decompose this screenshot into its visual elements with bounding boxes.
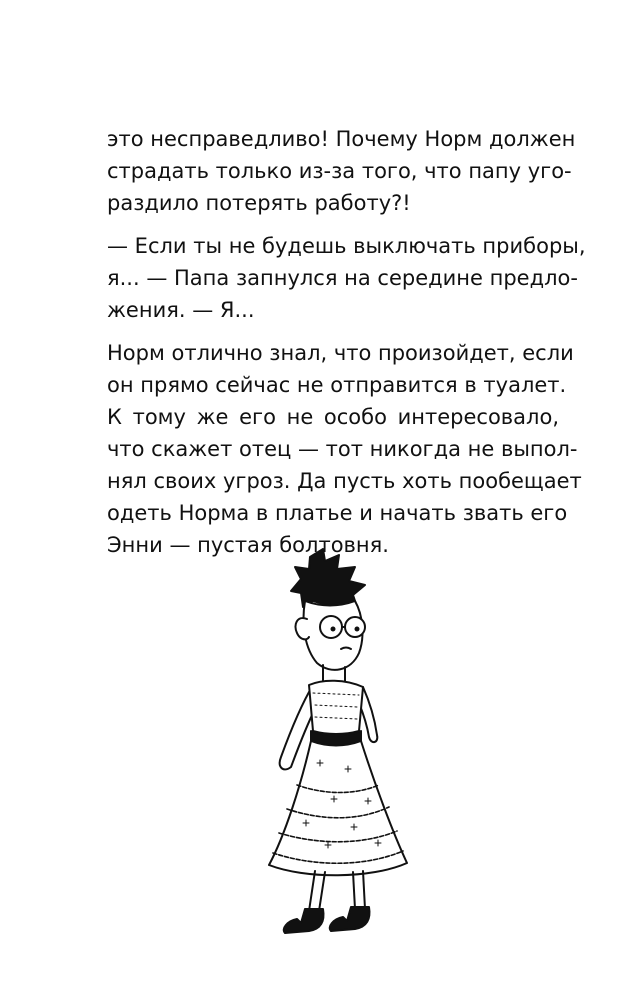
text-line: страдать только из-за того, что папу уго- — [107, 159, 572, 183]
text-line: я... — Папа запнулся на середине предло- — [107, 266, 578, 290]
text-line: это несправедливо! Почему Норм должен — [107, 127, 576, 151]
boy-in-dress-illustration — [205, 545, 425, 940]
text-line: одеть Норма в платье и начать звать его — [107, 501, 568, 525]
text-line: Норм отлично знал, что произойдет, если — [107, 341, 574, 365]
left-leg — [309, 871, 325, 911]
text-line: нял своих угроз. Да пусть хоть пообещает — [107, 469, 582, 493]
text-line: что скажет отец — тот никогда не выпол- — [107, 437, 578, 461]
hair — [291, 549, 365, 607]
ear — [295, 618, 309, 639]
text-line: К тому же его не особо интересовало, — [107, 405, 559, 429]
text-line: Энни — пустая болтовня. — [107, 533, 389, 557]
right-shoe — [330, 907, 370, 931]
text-line: — Если ты не будешь выключать приборы, — [107, 234, 586, 258]
text-line: жения. — Я... — [107, 298, 255, 322]
glasses-left — [320, 616, 342, 638]
glasses-right — [345, 617, 365, 637]
text-line: он прямо сейчас не отправится в туалет. — [107, 373, 567, 397]
right-leg — [353, 871, 365, 909]
left-shoe — [284, 909, 324, 933]
text-line: раздило потерять работу?! — [107, 191, 411, 215]
